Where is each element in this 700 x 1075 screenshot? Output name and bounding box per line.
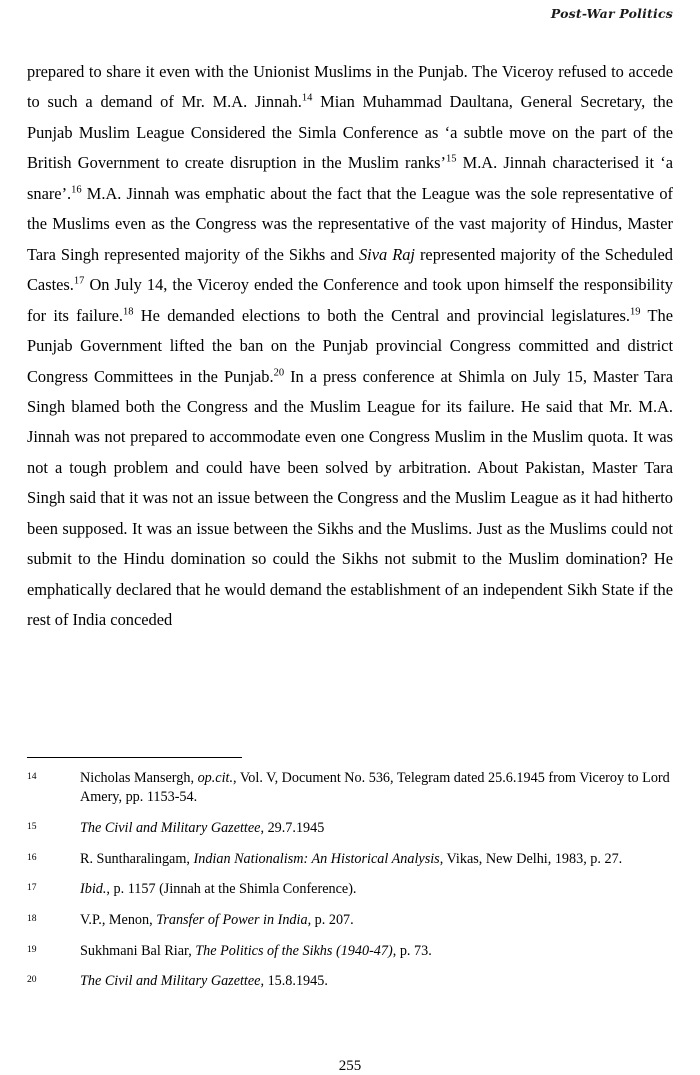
footnote-text: The Civil and Military Gazettee, 15.8.1945. — [80, 973, 328, 990]
footnote-number: 16 — [27, 851, 37, 863]
footnote-text: R. Suntharalingam, Indian Nationalism: An Historical Analysis, Vikas, New Delhi, 1983, p. 27. — [80, 850, 623, 867]
footnote-number: 19 — [27, 943, 37, 955]
footnote-text: Sukhmani Bal Riar, The Politics of the Sikhs (1940-47), p. 73. — [80, 942, 432, 959]
footnote-entry — [27, 819, 673, 838]
footnote-entry — [27, 880, 673, 899]
footnote-text: V.P., Menon, Transfer of Power in India, p. 207. — [80, 912, 354, 929]
running-header: Post-War Politics — [550, 6, 673, 21]
body-text-column — [27, 57, 673, 636]
footnote-text: Nicholas Mansergh, op.cit., Vol. V, Document No. 536, Telegram dated 25.6.1945 from Viceroy to Lord Amery, pp. 1153-54. — [80, 770, 670, 806]
footnote-text: Ibid., p. 1157 (Jinnah at the Shimla Conference). — [80, 881, 357, 898]
footnote-entry — [27, 972, 673, 991]
footnote-entry — [27, 850, 673, 869]
page-number: 255 — [338, 1058, 362, 1074]
footnote-number: 20 — [27, 974, 37, 986]
footnote-entry — [27, 911, 673, 930]
footnote-list — [27, 769, 673, 992]
footnote-number: 14 — [27, 771, 37, 782]
footnote-entry — [27, 942, 673, 961]
footnote-section — [27, 757, 673, 992]
footnote-separator-rule — [27, 757, 242, 758]
footnote-number: 15 — [27, 820, 37, 832]
body-paragraph: prepared to share it even with the Unionist Muslims in the Punjab. The Viceroy refused to accede to such a demand of Mr. M.A. Jinnah.$^{14}$ Mian Muhammad Daultana, General Secretary, the Punjab Muslim League Considered the Simla Conference as ‘a subtle move on the part of the British Government to create disruption in the Muslim ranks’$^{15}$ M.A. Jinnah characterised it ‘a snare’.$^{16}$ M.A. Jinnah was emphatic about the fact that the League was the sole representative of the Muslims even as the Congress was the representative of the vast majority of Hindus, Master Tara Singh represented majority of the Sikhs and Siva Raj represented majority of the Scheduled Castes.$^{17}$ On July 14, the Viceroy ended the Conference and took upon himself the responsibility for its failure.$^{18}$ He demanded elections to both the Central and provincial legislatures.$^{19}$ The Punjab Government lifted the ban on the Punjab provincial Congress committed and district Congress Committees in the Punjab.$^{20}$ In a press conference at Shimla on July 15, Master Tara Singh blamed both the Congress and the Muslim League for its failure. He said that Mr. M.A. Jinnah was not prepared to accommodate even one Congress Muslim in the Muslim quota. It was not a tough problem and could have been solved by arbitration. About Pakistan, Master Tara Singh said that it was not an issue between the Congress and the Muslim League as it had hitherto been supposed. It was an issue between the Sikhs and the Muslims. Just as the Muslims could not submit to the Hindu domination so could the Sikhs not submit to the Muslim domination? He emphatically declared that he would demand the establishment of an independent Sikh State if the rest of India conceded — [27, 62, 673, 630]
footnote-entry — [27, 769, 673, 807]
footnote-text: The Civil and Military Gazettee, 29.7.1945 — [80, 819, 325, 836]
footnote-number: 18 — [27, 913, 37, 925]
footnote-number: 17 — [27, 882, 37, 894]
